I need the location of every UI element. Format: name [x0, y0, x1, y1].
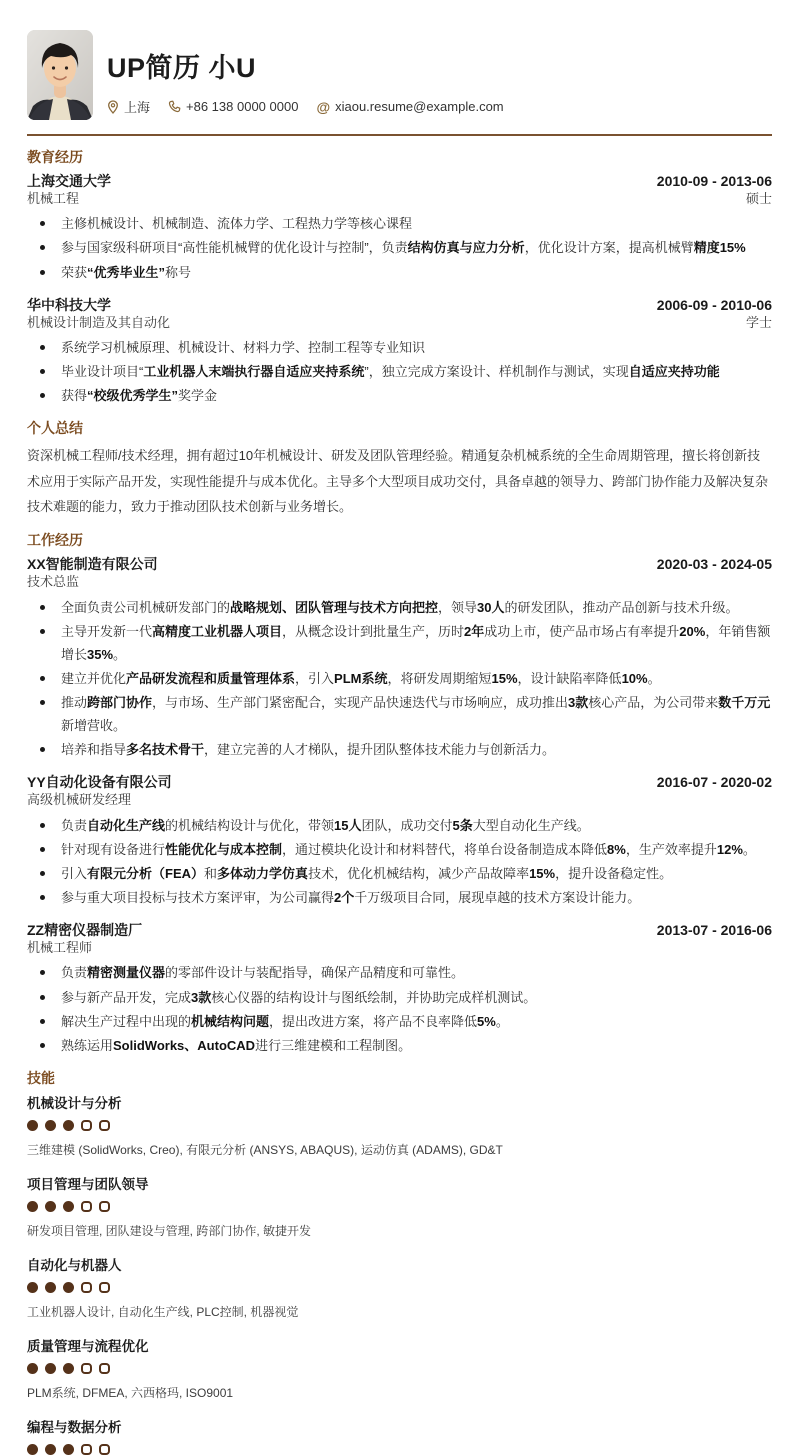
- bullet-text: 的研发团队，推动产品创新与技术升级。: [504, 599, 739, 615]
- bullet-text: 针对现有设备进行: [61, 841, 166, 857]
- bullet-text-bold: 有限元分析（FEA）: [87, 865, 205, 881]
- bullet-text-bold: 15%: [491, 670, 518, 686]
- bullet-text-bold: 跨部门协作: [87, 695, 153, 711]
- bullet-text-bold: 20%: [679, 623, 706, 639]
- bullet-text: 成功上市，使产品市场占有率提升: [484, 623, 680, 639]
- skill-name: 机械设计与分析: [27, 1095, 122, 1111]
- bullet-item: [27, 360, 772, 383]
- work-entry-header: [27, 772, 772, 792]
- bullet-text: 推动: [61, 695, 88, 711]
- bullet-text-bold: 数千万元: [718, 695, 771, 711]
- position-title: 机械工程师: [27, 940, 93, 956]
- bullet-text: ，建立完善的人才梯队，提升团队整体技术能力与创新活力。: [204, 742, 556, 758]
- bullet-text: 团队，成功交付: [361, 817, 453, 833]
- skill-dot-empty: [81, 1201, 92, 1212]
- bullet-item: [27, 1034, 772, 1057]
- bullet-text-bold: 5条: [452, 817, 473, 833]
- bullet-text: 毕业设计项目“: [61, 364, 144, 379]
- bullet-text: 。: [647, 670, 661, 686]
- skill-dot-empty: [81, 1363, 92, 1374]
- bullet-text-bold: 10%: [621, 670, 648, 686]
- work-entries: [27, 554, 772, 1057]
- summary-text: 资深机械工程师/技术经理，拥有超过10年机械设计、研发及团队管理经验。精通复杂机械系统的全生命周期管理，擅长将创新技术应用于实际产品开发，实现性能提升与成本优化。主导多个大型项目成功交付，具备卓越的领导力、跨部门协作能力及解决复杂技术难题的能力，致力于推动团队技术创新与业务增长。: [27, 448, 769, 514]
- candidate-name: UP简历 小U: [107, 53, 257, 83]
- skill-dot-filled: [27, 1444, 38, 1455]
- bullet-text: 技术，优化机械结构，减少产品故障率: [308, 865, 530, 881]
- date-range: 2013-07 - 2016-06: [656, 922, 772, 939]
- bullet-text: 全面负责公司机械研发部门的: [61, 599, 231, 615]
- section-title-work: 工作经历: [27, 532, 83, 549]
- skill-item: [27, 1335, 772, 1401]
- section-skills: [27, 1068, 772, 1455]
- skill-name: 质量管理与流程优化: [27, 1338, 149, 1354]
- bullet-item: [27, 986, 772, 1009]
- education-entries: [27, 171, 772, 407]
- bullet-text: ，从概念设计到批量生产，历时: [282, 623, 465, 639]
- skill-dot-empty: [99, 1282, 110, 1293]
- bullet-text: 解决生产过程中出现的: [61, 1013, 192, 1029]
- bullet-text: ，年销售额增长: [61, 623, 771, 662]
- work-subtitle-row: [27, 940, 772, 956]
- bullet-text-bold: 机械结构问题: [191, 1013, 270, 1029]
- bullet-item: [27, 384, 772, 407]
- bullet-text-bold: “校级优秀学生”: [87, 388, 179, 404]
- bullet-text-bold: 性能优化与成本控制: [165, 841, 283, 857]
- bullet-text: 荣获: [61, 264, 88, 280]
- bullet-text-bold: 工业机器人末端执行器自适应夹持系统: [143, 364, 365, 379]
- bullet-text: 引入: [61, 865, 88, 881]
- bullet-text-bold: SolidWorks、AutoCAD: [113, 1037, 256, 1053]
- position-title: 高级机械研发经理: [27, 792, 132, 808]
- skill-description: 工业机器人设计, 自动化生产线, PLC控制, 机器视觉: [27, 1304, 299, 1319]
- profile-photo: [27, 30, 93, 120]
- bullet-text: 建立并优化: [61, 670, 127, 686]
- education-name: 华中科技大学: [27, 296, 111, 313]
- skill-dot-empty: [81, 1444, 92, 1455]
- bullet-text-bold: 战略规划、团队管理与技术方向把控: [230, 599, 439, 615]
- bullet-text: 参与国家级科研项目“高性能机械臂的优化设计与控制”，负责: [61, 240, 408, 256]
- work-name: ZZ精密仪器制造厂: [27, 922, 143, 939]
- header-divider: [27, 134, 772, 136]
- work-entry-header: [27, 920, 772, 940]
- bullet-text: 培养和指导: [61, 742, 127, 758]
- bullet-item: [27, 961, 772, 984]
- bullet-text-bold: 15人: [334, 817, 362, 833]
- bullet-text: 。: [742, 841, 756, 857]
- skill-description: 三维建模 (SolidWorks, Creo), 有限元分析 (ANSYS, ABAQUS), 运动仿真 (ADAMS), GD&T: [27, 1142, 503, 1157]
- skill-dot-filled: [27, 1282, 38, 1293]
- profile-photo-illustration: [27, 30, 93, 120]
- skill-dot-empty: [81, 1120, 92, 1131]
- skill-dot-filled: [45, 1282, 56, 1293]
- bullet-text: 系统学习机械原理、机械设计、材料力学、控制工程等专业知识: [61, 339, 426, 355]
- skill-level-dots: [27, 1282, 772, 1293]
- bullet-text: 。: [113, 646, 127, 662]
- skill-dot-filled: [45, 1444, 56, 1455]
- date-range: 2010-09 - 2013-06: [656, 173, 772, 189]
- work-entry: [27, 554, 772, 761]
- contact-email-text: xiaou.resume@example.com: [335, 99, 504, 114]
- bullet-text: 参与重大项目投标与技术方案评审，为公司赢得: [61, 890, 335, 906]
- bullet-item: [27, 620, 772, 666]
- skill-level-dots: [27, 1120, 772, 1131]
- skill-item: [27, 1092, 772, 1158]
- skill-name: 项目管理与团队领导: [27, 1176, 149, 1192]
- bullet-item: [27, 838, 772, 861]
- bullet-text: 获得: [61, 388, 88, 404]
- skill-dot-filled: [27, 1120, 38, 1131]
- skill-level-dots: [27, 1444, 772, 1455]
- bullet-text-bold: 15%: [529, 865, 556, 881]
- skill-dot-empty: [99, 1120, 110, 1131]
- bullet-text: ，领导: [438, 599, 478, 615]
- bullet-item: [27, 667, 772, 690]
- bullet-item: [27, 1010, 772, 1033]
- skill-dot-filled: [63, 1363, 74, 1374]
- skill-dot-filled: [63, 1444, 74, 1455]
- skills-list: [27, 1092, 772, 1455]
- bullet-text: 主导开发新一代: [61, 623, 153, 639]
- skill-name: 自动化与机器人: [27, 1257, 122, 1273]
- bullet-text: 负责: [61, 817, 88, 833]
- bullet-text: 进行三维建模和工程制图。: [255, 1037, 412, 1053]
- skill-item: [27, 1173, 772, 1239]
- bullet-text-bold: 2个: [334, 890, 355, 906]
- header-info: [107, 30, 504, 116]
- bullet-text: 核心产品，为公司带来: [588, 695, 719, 711]
- contact-email: [316, 99, 503, 114]
- bullet-text-bold: 3款: [568, 695, 589, 711]
- bullet-text-bold: 30人: [477, 599, 505, 615]
- skill-dot-filled: [45, 1120, 56, 1131]
- bullet-text: 大型自动化生产线。: [472, 817, 590, 833]
- skill-dot-empty: [99, 1363, 110, 1374]
- bullet-text-bold: 结构仿真与应力分析: [407, 240, 525, 256]
- section-title-summary: 个人总结: [27, 420, 83, 437]
- bullet-text: ，提升设备稳定性。: [555, 865, 673, 881]
- bullet-text: 和: [204, 865, 218, 881]
- education-bullet-list: [27, 212, 772, 283]
- bullet-text-bold: 12%: [716, 841, 743, 857]
- bullet-text: 称号: [165, 264, 192, 280]
- work-bullet-list: [27, 961, 772, 1057]
- contact-location: [107, 97, 150, 116]
- work-name: YY自动化设备有限公司: [27, 774, 172, 791]
- location-icon: [107, 100, 119, 114]
- bullet-item: [27, 862, 772, 885]
- bullet-item: [27, 814, 772, 837]
- education-entry-header: [27, 171, 772, 191]
- bullet-text-bold: 自动化生产线: [87, 817, 166, 833]
- bullet-text-bold: 2年: [464, 623, 485, 639]
- bullet-item: [27, 336, 772, 359]
- bullet-text: 核心仪器的结构设计与图纸绘制，并协助完成样机测试。: [211, 989, 537, 1005]
- bullet-text: ，优化设计方案，提高机械臂: [524, 240, 694, 256]
- skill-dot-empty: [99, 1444, 110, 1455]
- section-title-skills: 技能: [27, 1069, 55, 1086]
- degree-label: 学士: [745, 314, 772, 330]
- contact-phone: [168, 99, 298, 114]
- bullet-text: ，通过模块化设计和材料替代，将单台设备制造成本降低: [282, 841, 608, 857]
- bullet-text-bold: “优秀毕业生”: [87, 264, 166, 280]
- bullet-text: ”，独立完成方案设计、样机制作与测试，实现: [364, 364, 629, 379]
- bullet-text: 熟练运用: [61, 1037, 114, 1053]
- education-name: 上海交通大学: [27, 173, 111, 189]
- work-subtitle-row: [27, 792, 772, 808]
- skill-dot-empty: [99, 1201, 110, 1212]
- bullet-text: 的零部件设计与装配指导，确保产品精度和可靠性。: [165, 965, 465, 981]
- work-bullet-list: [27, 596, 772, 762]
- education-subtitle-row: [27, 191, 772, 207]
- position-title: 技术总监: [27, 574, 80, 590]
- skill-dot-filled: [63, 1120, 74, 1131]
- contact-location-text: 上海: [124, 100, 151, 115]
- bullet-text-bold: 5%: [477, 1013, 496, 1029]
- date-range: 2020-03 - 2024-05: [656, 556, 772, 573]
- bullet-text: ，与市场、生产部门紧密配合，实现产品快速迭代与市场响应，成功推出: [152, 695, 569, 711]
- skill-dot-filled: [27, 1201, 38, 1212]
- skill-item: [27, 1254, 772, 1320]
- bullet-text: 。: [495, 1013, 509, 1029]
- skill-level-dots: [27, 1363, 772, 1374]
- work-name: XX智能制造有限公司: [27, 556, 158, 573]
- skill-dot-filled: [45, 1201, 56, 1212]
- section-title-education: 教育经历: [27, 149, 83, 165]
- bullet-text: 的机械结构设计与优化，带领: [165, 817, 335, 833]
- bullet-text: 新增营收。: [61, 718, 127, 734]
- work-entry: [27, 920, 772, 1057]
- major-name: 机械工程: [27, 191, 80, 206]
- bullet-text: 奖学金: [178, 388, 218, 404]
- phone-icon: [168, 100, 181, 113]
- bullet-text-bold: PLM系统: [334, 670, 388, 686]
- education-entry: [27, 295, 772, 408]
- section-work: [27, 530, 772, 1057]
- skill-dot-filled: [45, 1363, 56, 1374]
- section-summary: [27, 418, 772, 519]
- resume-header: [27, 0, 772, 120]
- bullet-item: [27, 236, 772, 259]
- bullet-text-bold: 3款: [191, 989, 212, 1005]
- skill-item: [27, 1416, 772, 1455]
- bullet-text-bold: 高精度工业机器人项目: [152, 623, 283, 639]
- work-entry: [27, 772, 772, 909]
- skill-dot-empty: [81, 1282, 92, 1293]
- skill-dot-filled: [63, 1282, 74, 1293]
- contact-row: [107, 97, 504, 116]
- bullet-text: ，提出改进方案，将产品不良率降低: [269, 1013, 478, 1029]
- section-education: [27, 147, 772, 407]
- date-range: 2006-09 - 2010-06: [656, 296, 772, 313]
- bullet-item: [27, 738, 772, 761]
- bullet-item: [27, 261, 772, 284]
- education-entry: [27, 171, 772, 284]
- skill-dot-filled: [63, 1201, 74, 1212]
- bullet-text-bold: 35%: [87, 646, 114, 662]
- bullet-text: ，将研发周期缩短: [387, 670, 492, 686]
- bullet-text: 千万级项目合同，展现卓越的技术方案设计能力。: [354, 890, 641, 906]
- skill-description: PLM系统, DFMEA, 六西格玛, ISO9001: [27, 1385, 234, 1400]
- date-range: 2016-07 - 2020-02: [656, 774, 772, 791]
- skill-description: 研发项目管理, 团队建设与管理, 跨部门协作, 敏捷开发: [27, 1223, 312, 1238]
- degree-label: 硕士: [745, 191, 772, 206]
- email-icon: @: [316, 98, 331, 115]
- bullet-item: [27, 691, 772, 737]
- skill-dot-filled: [27, 1363, 38, 1374]
- bullet-text-bold: 多名技术骨干: [126, 742, 205, 758]
- work-bullet-list: [27, 814, 772, 910]
- bullet-item: [27, 596, 772, 619]
- contact-phone-text: +86 138 0000 0000: [186, 99, 299, 114]
- skill-name: 编程与数据分析: [27, 1419, 122, 1435]
- major-name: 机械设计制造及其自动化: [27, 314, 171, 330]
- education-bullet-list: [27, 336, 772, 407]
- bullet-text-bold: 产品研发流程和质量管理体系: [126, 670, 296, 686]
- bullet-text: ，生产效率提升: [625, 841, 717, 857]
- bullet-item: [27, 212, 772, 235]
- bullet-text-bold: 精度15%: [693, 240, 746, 256]
- bullet-text-bold: 自适应夹持功能: [628, 364, 720, 379]
- bullet-text: ，引入: [295, 670, 335, 686]
- bullet-text-bold: 多体动力学仿真: [217, 865, 309, 881]
- skill-level-dots: [27, 1201, 772, 1212]
- bullet-text: 参与新产品开发，完成: [61, 989, 192, 1005]
- bullet-text: ，设计缺陷率降低: [517, 670, 622, 686]
- work-subtitle-row: [27, 574, 772, 590]
- work-entry-header: [27, 554, 772, 574]
- education-subtitle-row: [27, 315, 772, 331]
- bullet-text: 主修机械设计、机械制造、流体力学、工程热力学等核心课程: [61, 216, 413, 232]
- bullet-item: [27, 886, 772, 909]
- bullet-text: 负责: [61, 965, 88, 981]
- bullet-text-bold: 精密测量仪器: [87, 965, 166, 981]
- education-entry-header: [27, 295, 772, 315]
- bullet-text-bold: 8%: [607, 841, 626, 857]
